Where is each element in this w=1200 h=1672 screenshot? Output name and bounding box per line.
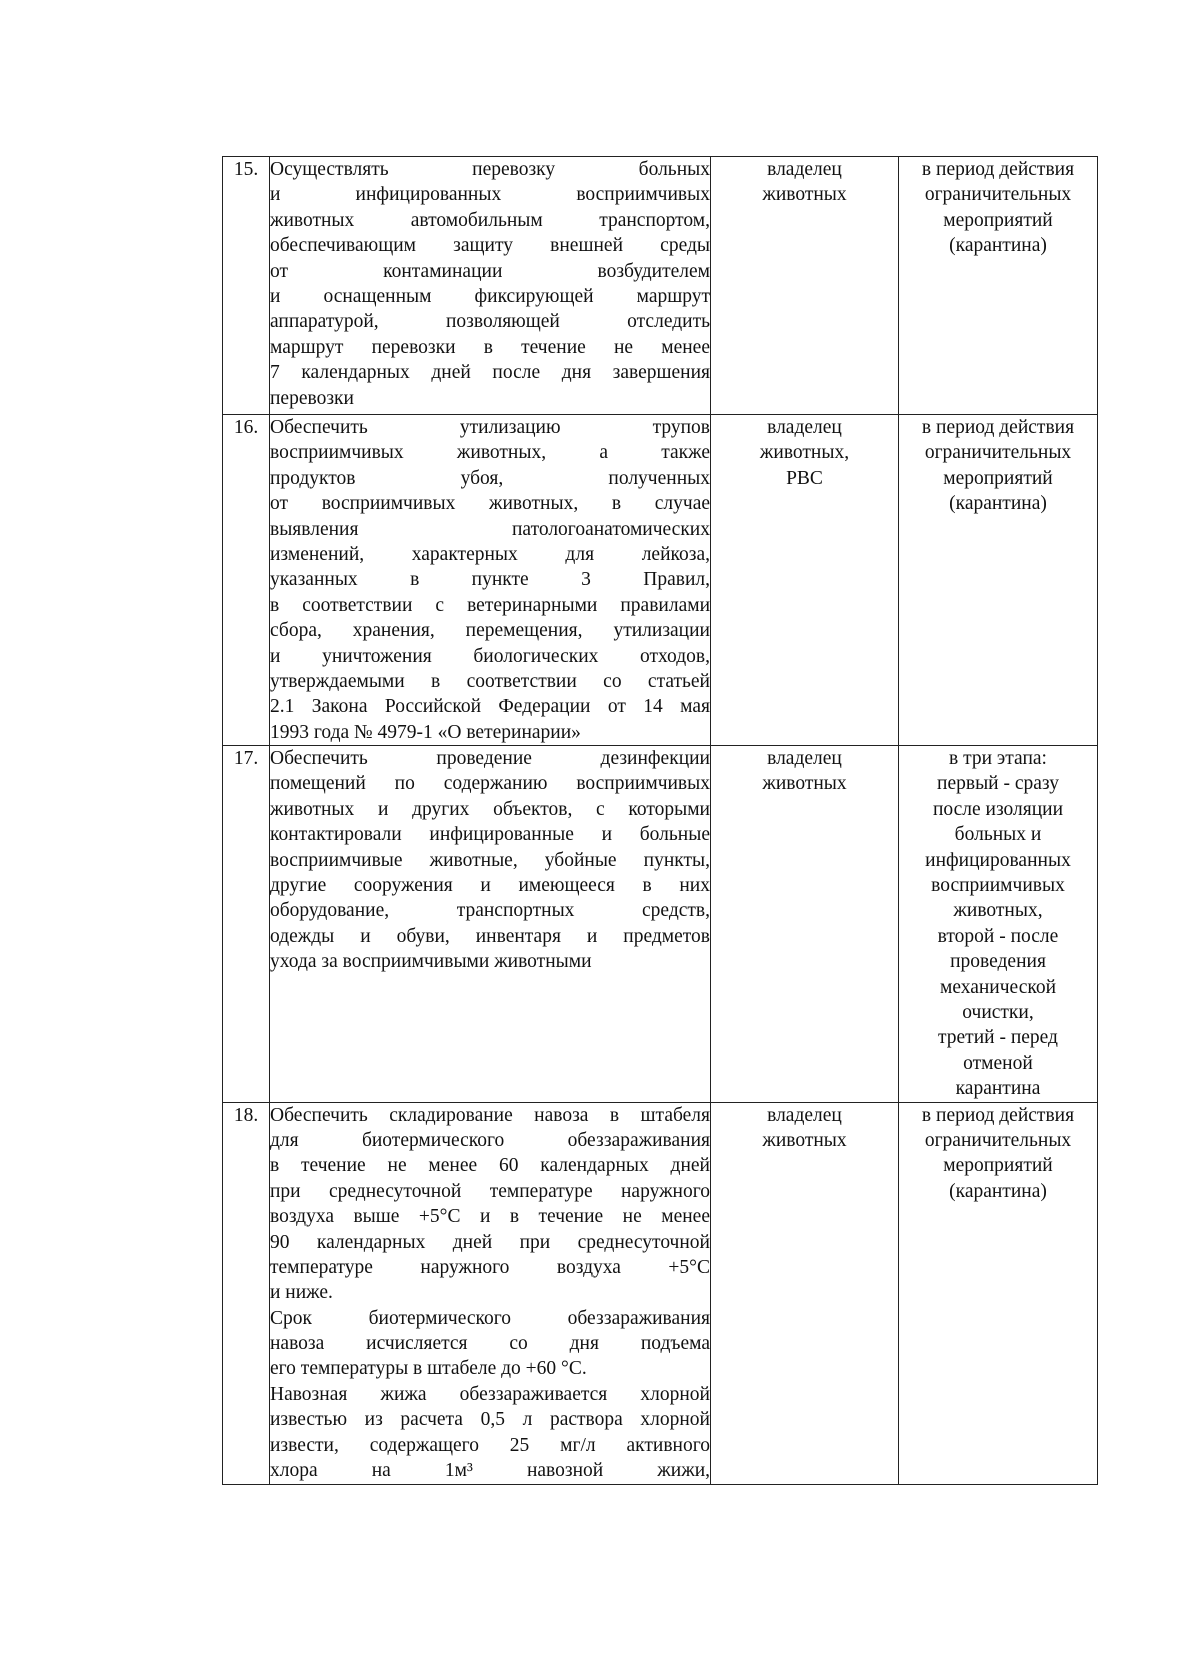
measures-table — [222, 156, 1098, 1485]
text-line: и инфицированных восприимчивых — [270, 184, 710, 206]
text-line: его температуры в штабеле до +60 °С. — [270, 1358, 587, 1380]
text-line: другие сооружения и имеющееся в них — [270, 875, 710, 897]
responsible-line: владелец — [767, 748, 842, 770]
responsible-line: владелец — [767, 1104, 842, 1126]
text-line: 7 календарных дней после дня завершения — [270, 362, 710, 384]
paragraph — [270, 1306, 710, 1382]
text-line: восприимчивых животных, а также — [270, 442, 710, 464]
term-line: второй - после — [937, 925, 1059, 947]
measure-text — [270, 415, 711, 746]
text-line: от восприимчивых животных, в случае — [270, 493, 710, 515]
row-number: 18. — [223, 1102, 270, 1484]
text-line: 2.1 Закона Российской Федерации от 14 мая — [270, 696, 710, 718]
text-line: от контаминации возбудителем — [270, 260, 710, 282]
measure-text — [270, 1102, 711, 1484]
text-line: воздуха выше +5°С и в течение не менее — [270, 1206, 710, 1228]
term-line: мероприятий — [943, 209, 1053, 231]
term-line: больных и — [954, 824, 1042, 846]
text-line: перевозки — [270, 387, 354, 409]
measure-text — [270, 157, 711, 415]
text-line: навоза исчисляется со дня подъема — [270, 1333, 710, 1355]
term-line: (карантина) — [949, 493, 1047, 515]
text-line: и оснащенным фиксирующей маршрут — [270, 285, 710, 307]
text-line: животных автомобильным транспортом, — [270, 209, 710, 231]
term-line: в период действия — [921, 159, 1075, 180]
text-line: помещений по содержанию восприимчивых — [270, 773, 710, 795]
text-line: обеспечивающим защиту внешней среды — [270, 235, 710, 257]
responsible-line: владелец — [767, 159, 842, 180]
text-line: и уничтожения биологических отходов, — [270, 645, 710, 667]
text-line: контактировали инфицированные и больные — [270, 824, 710, 846]
execution-term — [899, 157, 1098, 415]
term-line: мероприятий — [943, 1155, 1053, 1177]
term-line: карантина — [955, 1078, 1041, 1100]
table-row — [223, 746, 1098, 1102]
text-line: аппаратурой, позволяющей отследить — [270, 311, 710, 333]
responsible-line: животных — [762, 1129, 847, 1151]
row-number: 16. — [223, 415, 270, 746]
table-row — [223, 1102, 1098, 1484]
text-line: Обеспечить проведение дезинфекции — [270, 748, 710, 770]
text-line: изменений, характерных для лейкоза, — [270, 543, 710, 565]
term-line: ограничительных — [924, 1129, 1072, 1151]
responsible-party — [711, 746, 899, 1102]
responsible-line: животных — [762, 184, 847, 206]
term-line: ограничительных — [924, 442, 1072, 464]
table-row — [223, 157, 1098, 415]
term-line: в период действия — [921, 1104, 1075, 1126]
paragraph — [270, 1103, 710, 1306]
paragraph — [270, 1382, 710, 1484]
term-line: механической — [939, 976, 1057, 998]
text-line: температуре наружного воздуха +5°С — [270, 1256, 710, 1278]
execution-term — [899, 1102, 1098, 1484]
execution-term — [899, 746, 1098, 1102]
text-line: в течение не менее 60 календарных дней — [270, 1155, 710, 1177]
text-line: оборудование, транспортных средств, — [270, 900, 710, 922]
term-line: (карантина) — [949, 235, 1047, 257]
term-line: после изоляции — [932, 798, 1064, 820]
text-line: маршрут перевозки в течение не менее — [270, 336, 710, 358]
text-line: для биотермического обеззараживания — [270, 1129, 710, 1151]
text-line: Навозная жижа обеззараживается хлорной — [270, 1383, 710, 1405]
term-line: восприимчивых — [931, 875, 1065, 897]
text-line: утверждаемыми в соответствии со статьей — [270, 670, 710, 692]
responsible-line: владелец — [767, 417, 842, 438]
responsible-line: животных — [762, 773, 847, 795]
term-line: животных, — [953, 900, 1043, 922]
text-line: ухода за восприимчивыми животными — [270, 951, 592, 973]
table-row — [223, 415, 1098, 746]
text-line: 1993 года № 4979-1 «О ветеринарии» — [270, 721, 581, 743]
text-line: одежды и обуви, инвентаря и предметов — [270, 925, 710, 947]
text-line: Срок биотермического обеззараживания — [270, 1307, 710, 1329]
term-line: очистки, — [962, 1001, 1034, 1023]
text-line: и ниже. — [270, 1282, 333, 1304]
text-line: известью из расчета 0,5 л раствора хлорной — [270, 1409, 710, 1431]
responsible-line: животных, — [759, 442, 850, 464]
text-line: восприимчивые животные, убойные пункты, — [270, 849, 710, 871]
text-line: Обеспечить складирование навоза в штабеля — [270, 1104, 710, 1126]
term-line: проведения — [950, 951, 1046, 973]
term-line: мероприятий — [943, 467, 1053, 489]
term-line: третий - перед — [938, 1027, 1058, 1049]
text-line: сбора, хранения, перемещения, утилизации — [270, 620, 710, 642]
text-line: в соответствии с ветеринарными правилами — [270, 594, 710, 616]
text-line: при среднесуточной температуре наружного — [270, 1180, 710, 1202]
responsible-party — [711, 415, 899, 746]
text-line: продуктов убоя, полученных — [270, 467, 710, 489]
term-line: ограничительных — [924, 184, 1072, 206]
term-line: (карантина) — [949, 1180, 1047, 1202]
text-line: 90 календарных дней при среднесуточной — [270, 1231, 710, 1253]
term-line: в период действия — [921, 417, 1075, 438]
measure-text — [270, 746, 711, 1102]
text-line: выявления патологоанатомических — [270, 518, 710, 540]
term-line: инфицированных — [925, 849, 1071, 871]
term-line: первый - сразу — [937, 773, 1059, 795]
responsible-line: РВС — [786, 467, 823, 489]
text-line: извести, содержащего 25 мг/л активного — [270, 1434, 710, 1456]
text-line: животных и других объектов, с которыми — [270, 798, 710, 820]
responsible-party — [711, 157, 899, 415]
term-line: в три этапа: — [949, 748, 1047, 770]
text-line: Осуществлять перевозку больных — [270, 159, 710, 180]
responsible-party — [711, 1102, 899, 1484]
text-line: указанных в пункте 3 Правил, — [270, 569, 710, 591]
row-number: 17. — [223, 746, 270, 1102]
term-line: отменой — [963, 1052, 1033, 1074]
text-line: хлора на 1м³ навозной жижи, — [270, 1460, 710, 1482]
text-line: Обеспечить утилизацию трупов — [270, 417, 710, 438]
execution-term — [899, 415, 1098, 746]
row-number: 15. — [223, 157, 270, 415]
